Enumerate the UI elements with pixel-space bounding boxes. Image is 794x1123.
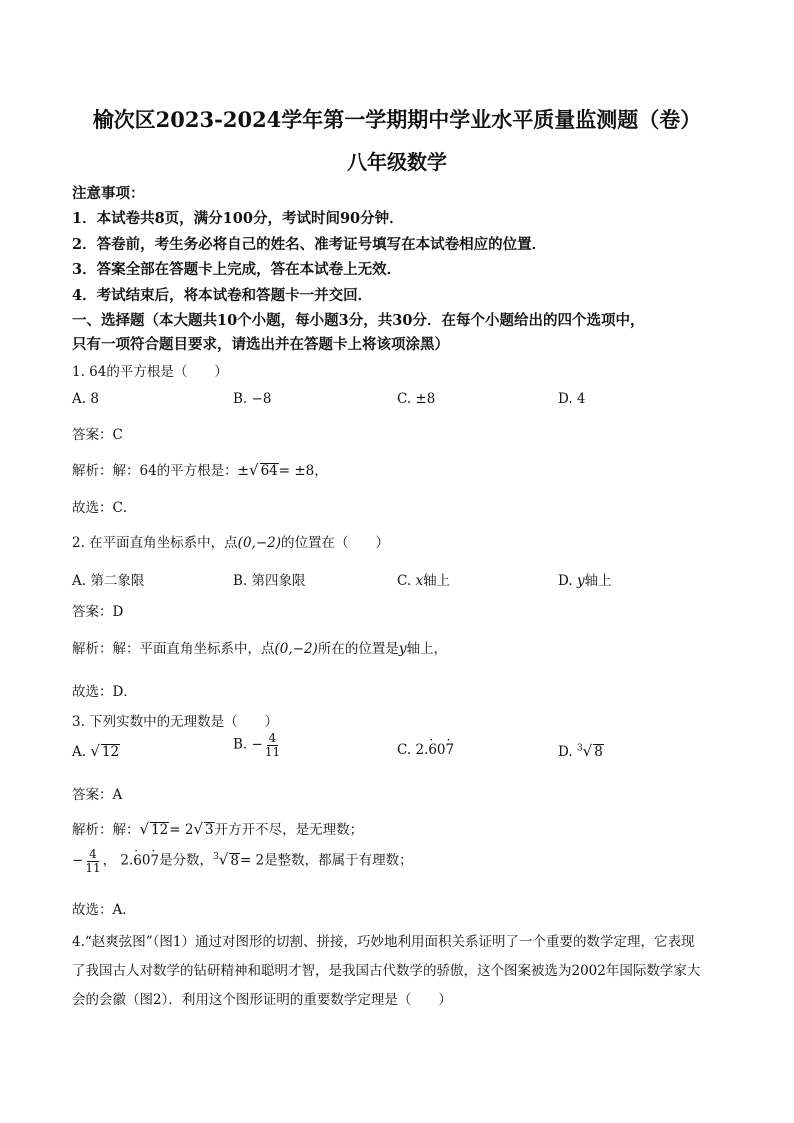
option-b: B. 第四象限 <box>233 573 306 589</box>
question-stem-line: 了我国古人对数学的钻研精神和聪明才智，是我国古代数学的骄傲，这个图案被选为2002年国际数学家大 <box>72 963 701 979</box>
note-item: 3．答案全部在答题卡上完成，答在本试卷上无效． <box>72 261 402 278</box>
section-instruction: 一、选择题（本大题共10个小题，每小题3分，共30分．在每个小题给出的四个选项中， <box>72 312 645 329</box>
option-b: B. −8 <box>233 391 272 407</box>
choice: 故选：C． <box>72 500 137 516</box>
exam-subtitle: 八年级数学 <box>347 150 447 174</box>
note-item: 2．答卷前，考生务必将自己的姓名、准考证号填写在本试卷相应的位置． <box>72 236 547 253</box>
analysis: 解析：解：64的平方根是：±√ 64= ±8， <box>72 461 328 479</box>
notes-heading: 注意事项： <box>72 185 145 202</box>
analysis: 解析：解：平面直角坐标系中，点(0,−2)所在的位置是y轴上， <box>72 641 447 657</box>
option-a: A. 8 <box>72 391 99 407</box>
option-a: A. √ 12 <box>72 742 120 760</box>
choice: 故选：A． <box>72 902 136 918</box>
option-c: C. x轴上 <box>397 573 451 589</box>
note-item: 4．考试结束后，将本试卷和答题卡一并交回． <box>72 287 373 304</box>
choice: 故选：D． <box>72 684 137 700</box>
question-stem: 1. 64的平方根是（ ） <box>72 364 228 380</box>
question-stem: 2. 在平面直角坐标系中，点(0,−2)的位置在（ ） <box>72 535 389 551</box>
option-c: C. ±8 <box>397 391 436 407</box>
question-stem-line: 会的会徽（图2）．利用这个图形证明的重要数学定理是（ ） <box>72 992 452 1008</box>
question-stem-line: 4.“赵爽弦图”（图1）通过对图形的切割、拼接，巧妙地利用面积关系证明了一个重要的数学定理，它表现 <box>72 934 695 950</box>
option-d: D. $^3$√ 8 <box>558 742 603 760</box>
section-instruction: 只有一项符合题目要求，请选出并在答题卡上将该项涂黑） <box>72 336 449 353</box>
option-d: D. y轴上 <box>558 573 612 589</box>
answer: 答案：C <box>72 427 123 443</box>
option-c: C. 2.· 60· 7 <box>397 742 454 758</box>
analysis-line2: − $\frac{4}{11}$ ， 2.· 60· 7是分数，$^3$√ 8= 2是整数，都属于有理数； <box>72 848 413 874</box>
option-d: D. 4 <box>558 391 586 407</box>
option-a: A. 第二象限 <box>72 573 145 589</box>
question-stem: 3. 下列实数中的无理数是（ ） <box>72 714 279 730</box>
analysis: 解析：解：√ 12= 2√ 3开方开不尽，是无理数； <box>72 820 364 838</box>
exam-title: 榆次区2023-2024学年第一学期期中学业水平质量监测题（卷） <box>92 107 702 132</box>
option-b: B. − $\frac{4}{11}$ <box>233 731 281 759</box>
answer: 答案：A <box>72 787 123 803</box>
note-item: 1．本试卷共8页，满分100分，考试时间90分钟． <box>72 210 404 227</box>
answer: 答案：D <box>72 604 124 620</box>
